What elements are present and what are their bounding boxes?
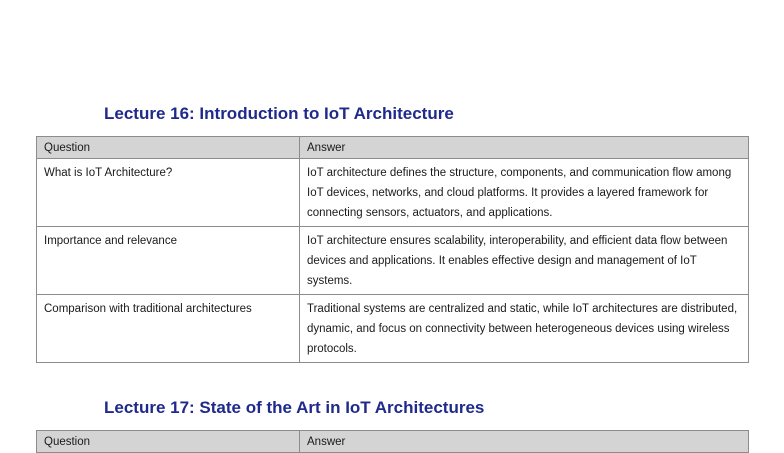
answer-cell: IoT architecture ensures scalability, interoperability, and efficient data flow between devices and applications. It enables effective design and management of IoT systems. xyxy=(300,227,749,295)
answer-column-header: Answer xyxy=(300,431,749,453)
lecture-17-table xyxy=(36,430,749,453)
question-cell: Comparison with traditional architectures xyxy=(37,295,300,363)
question-column-header: Question xyxy=(37,137,300,159)
table-row xyxy=(37,227,749,295)
lecture-16-title: Lecture 16: Introduction to IoT Architecture xyxy=(104,104,454,123)
question-cell: Importance and relevance xyxy=(37,227,300,295)
lecture-16-table xyxy=(36,136,749,363)
lecture-17-title: Lecture 17: State of the Art in IoT Architectures xyxy=(104,398,485,417)
question-column-header: Question xyxy=(37,431,300,453)
answer-cell: Traditional systems are centralized and static, while IoT architectures are distributed, dynamic, and focus on connectivity between heterogeneous devices using wireless protocols. xyxy=(300,295,749,363)
lecture-16-section xyxy=(36,104,748,363)
table-row xyxy=(37,159,749,227)
answer-cell: IoT architecture defines the structure, components, and communication flow among IoT devices, networks, and cloud platforms. It provides a layered framework for connecting sensors, actuators, and applications. xyxy=(300,159,749,227)
table-row xyxy=(37,295,749,363)
lecture-17-section xyxy=(36,398,748,453)
answer-column-header: Answer xyxy=(300,137,749,159)
question-cell: What is IoT Architecture? xyxy=(37,159,300,227)
table-header-row xyxy=(37,431,749,453)
table-header-row xyxy=(37,137,749,159)
